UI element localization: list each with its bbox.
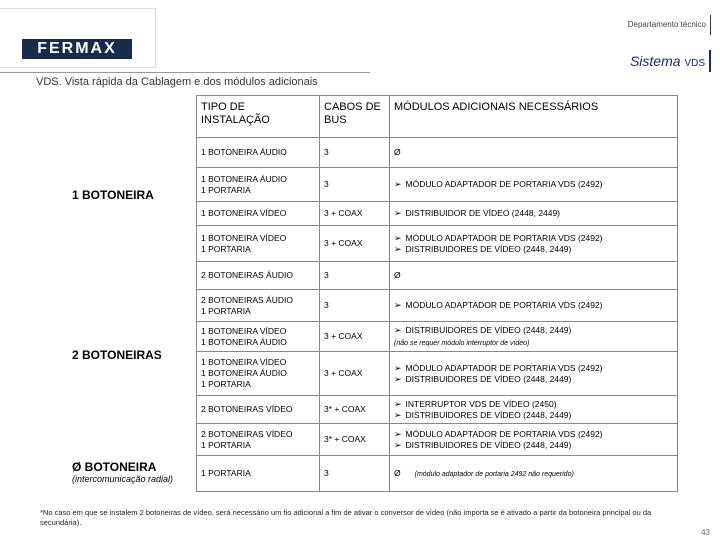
fermax-logo: FERMAX [22,39,132,59]
bus-cables: 3* + COAX [320,424,390,456]
installation-type: 1 PORTARIA [197,456,320,492]
group-label-1: 1 BOTONEIRA [72,188,154,202]
installation-type: 1 BOTONEIRA VÍDEO 1 BOTONEIRA ÁUDIO [197,322,320,352]
installation-type: 1 BOTONEIRA VÍDEO 1 BOTONEIRA ÁUDIO 1 PORTARIA [197,352,320,396]
header-cables: CABOS DE BUS [320,96,390,138]
additional-modules: ➢ MÓDULO ADAPTADOR DE PORTARIA VDS (2492) [390,290,678,322]
table-header-row [197,96,678,138]
footnote: *No caso em que se instalem 2 botoneiras de vídeo, será necessário um fio adicional a fim de ativar o conversor de vídeo (não importa se é ativado a partir da botoneira principal ou da secundária). [40,508,652,527]
additional-modules: ➢ DISTRIBUIDORES DE VÍDEO (2448, 2449) (não se requer módulo interruptor de vídeo) [390,322,678,352]
table-row [197,290,678,322]
arrow-bullet-icon: ➢ [394,373,402,384]
department-label: Departamento técnico [627,20,706,29]
bus-cables: 3 + COAX [320,226,390,262]
module-note: (módulo adaptador de portaria 2492 não requerido) [414,470,574,478]
arrow-bullet-icon: ➢ [394,208,402,218]
bus-cables: 3 + COAX [320,352,390,396]
table-row [197,396,678,424]
arrow-bullet-icon: ➢ [394,362,402,373]
bus-cables: 3 + COAX [320,202,390,226]
system-title: Sistema VDS [629,53,705,69]
additional-modules: ➢ MÓDULO ADAPTADOR DE PORTARIA VDS (2492) ➢ DISTRIBUIDORES DE VÍDEO (2448, 2449) [390,226,678,262]
additional-modules: ➢ DISTRIBUIDOR DE VÍDEO (2448, 2449) [390,202,678,226]
installation-type: 1 BOTONEIRA ÁUDIO [197,138,320,168]
module-note: (não se requer módulo interruptor de vídeo) [394,339,530,347]
additional-modules: Ø [390,262,678,290]
installation-type: 2 BOTONEIRAS VÍDEO [197,396,320,424]
additional-modules: ➢ MÓDULO ADAPTADOR DE PORTARIA VDS (2492) ➢ DISTRIBUIDORES DE VÍDEO (2448, 2449) [390,424,678,456]
table-row [197,202,678,226]
installation-type: 2 BOTONEIRAS VÍDEO 1 PORTARIA [197,424,320,456]
bus-cables: 3 [320,262,390,290]
cabling-table [196,95,678,492]
system-divider [709,50,711,72]
arrow-bullet-icon: ➢ [394,439,402,450]
bus-cables: 3 [320,138,390,168]
bus-cables: 3* + COAX [320,396,390,424]
table-row [197,262,678,290]
arrow-bullet-icon: ➢ [394,243,402,254]
bus-cables: 3 [320,290,390,322]
header-modules: MÓDULOS ADICIONAIS NECESSÁRIOS [390,96,678,138]
additional-modules: ➢ MÓDULO ADAPTADOR DE PORTARIA VDS (2492) [390,168,678,202]
header-type: TIPO DE INSTALAÇÃO [197,96,320,138]
table-row [197,322,678,352]
installation-type: 1 BOTONEIRA ÁUDIO 1 PORTARIA [197,168,320,202]
arrow-bullet-icon: ➢ [394,428,402,439]
additional-modules: Ø [390,138,678,168]
bus-cables: 3 [320,456,390,492]
arrow-bullet-icon: ➢ [394,398,402,409]
table-row [197,168,678,202]
arrow-bullet-icon: ➢ [394,232,402,243]
installation-type: 2 BOTONEIRAS ÁUDIO [197,262,320,290]
group-label-2: 2 BOTONEIRAS [72,348,162,362]
header-divider [710,15,711,35]
table-row [197,424,678,456]
table-row [197,138,678,168]
additional-modules: ➢ INTERRUPTOR VDS DE VÍDEO (2450) ➢ DISTRIBUIDORES DE VÍDEO (2448, 2449) [390,396,678,424]
table-row [197,456,678,492]
logo-panel [0,8,156,68]
bus-cables: 3 + COAX [320,322,390,352]
arrow-bullet-icon: ➢ [394,324,402,335]
additional-modules: ➢ MÓDULO ADAPTADOR DE PORTARIA VDS (2492) ➢ DISTRIBUIDORES DE VÍDEO (2448, 2449) [390,352,678,396]
table-row [197,226,678,262]
arrow-bullet-icon: ➢ [394,300,402,310]
additional-modules: Ø (módulo adaptador de portaria 2492 não requerido) [390,456,678,492]
group-label-0: Ø BOTONEIRA (intercomunicação radial) [72,460,174,484]
page-number: 43 [701,528,710,537]
page-subtitle: VDS. Vista rápida da Cablagem e dos módulos adicionais [36,76,318,88]
arrow-bullet-icon: ➢ [394,179,402,189]
table-row [197,352,678,396]
installation-type: 2 BOTONEIRAS ÁUDIO 1 PORTARIA [197,290,320,322]
section-rule [0,72,370,73]
installation-type: 1 BOTONEIRA VÍDEO [197,202,320,226]
bus-cables: 3 [320,168,390,202]
arrow-bullet-icon: ➢ [394,409,402,420]
installation-type: 1 BOTONEIRA VÍDEO 1 PORTARIA [197,226,320,262]
